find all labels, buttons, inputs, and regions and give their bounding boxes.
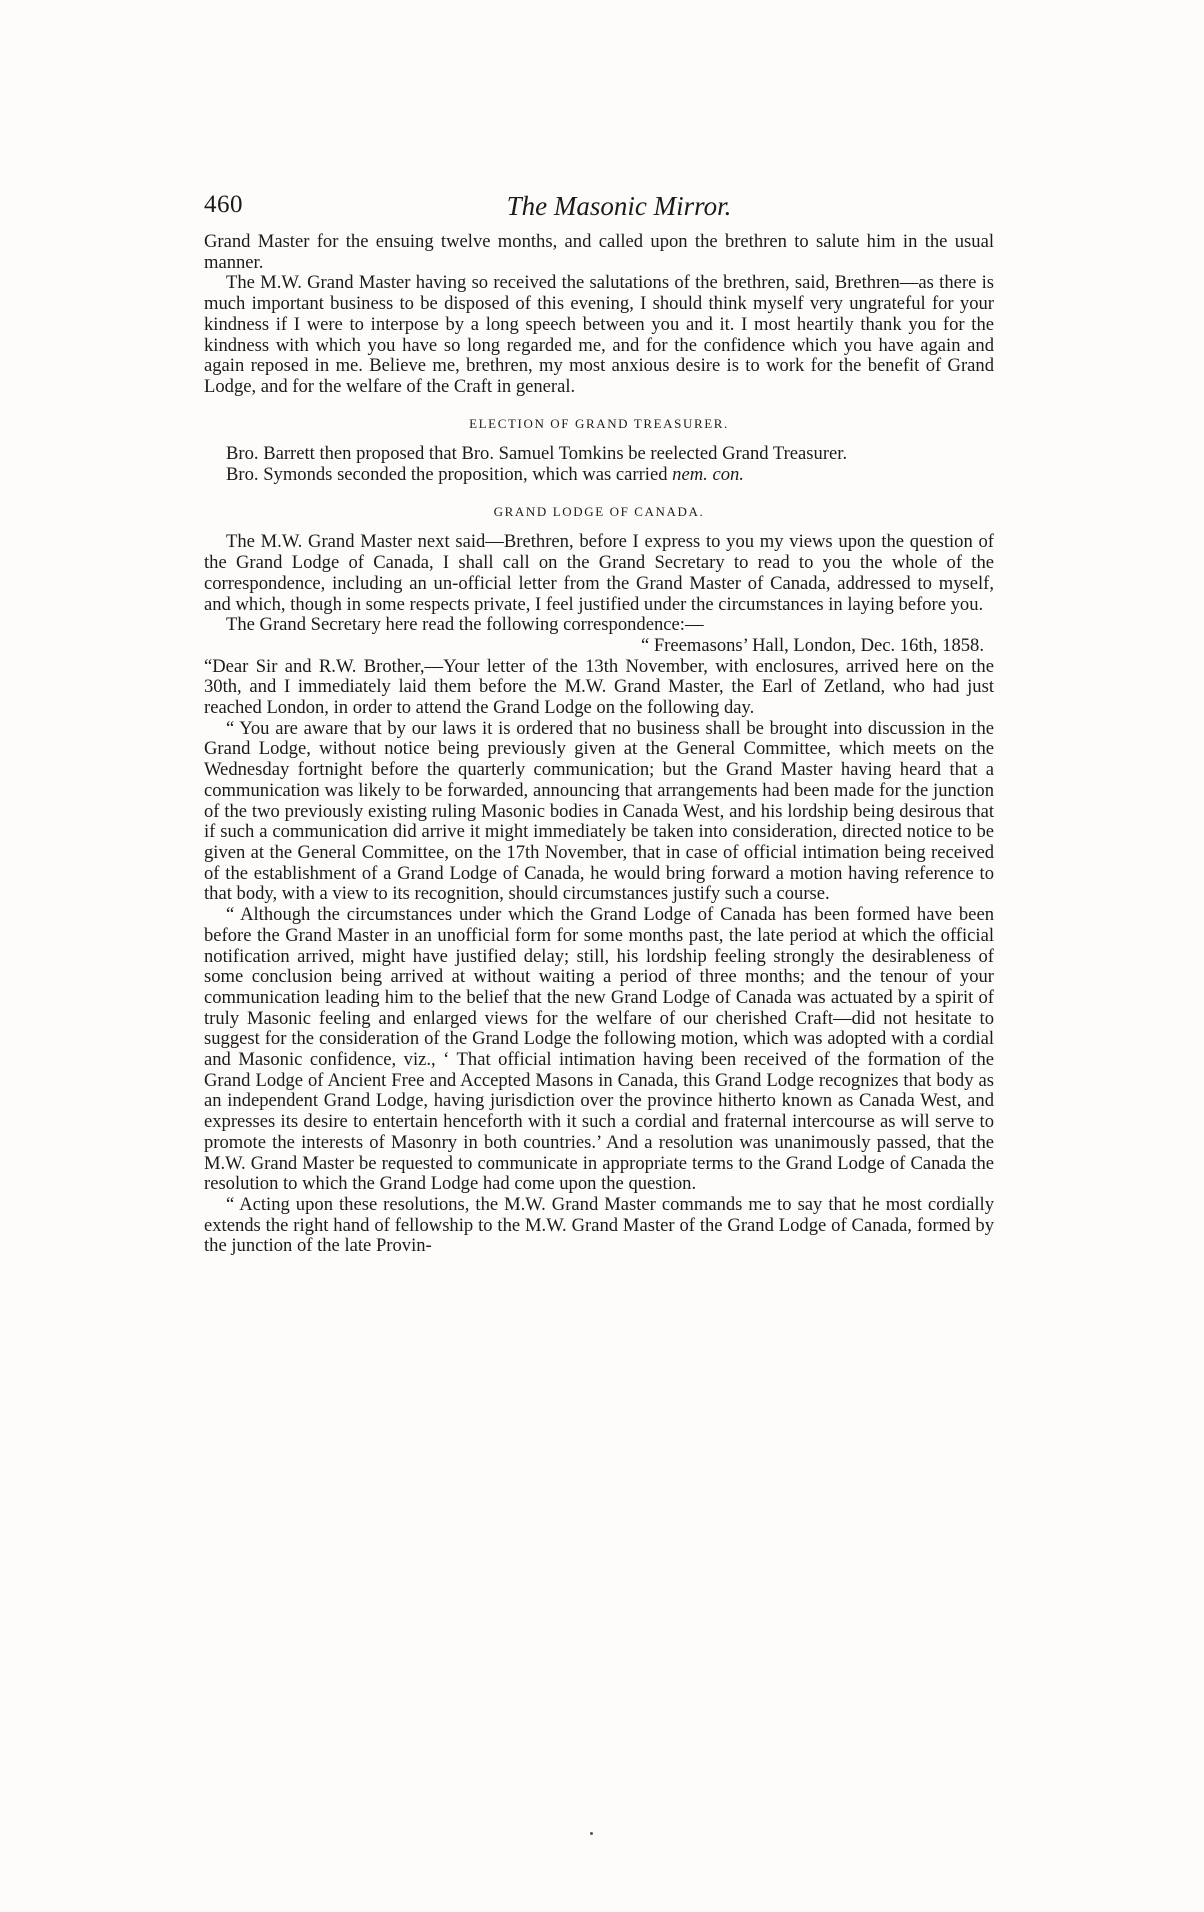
section-heading-election: ELECTION OF GRAND TREASURER.: [469, 415, 729, 431]
print-speck: [590, 1832, 593, 1835]
page-number: 460: [204, 191, 243, 218]
running-title: The Masonic Mirror.: [506, 191, 732, 221]
paragraph: The Grand Secretary here read the following correspondence:—: [226, 614, 704, 636]
paragraph: The M.W. Grand Master having so received the salutations of the brethren, said, Brethren—as there is much important business to be disposed of this evening, I should think myself very ungrateful for your kindness if I were to interpose by a long speech between you and it. I most heartily thank you for the kindness with which you have so long regarded me, and for the confidence which you have again and again reposed in me. Believe me, brethren, my most anxious desire is to work for the benefit of Grand Lodge, and for the welfare of the Craft in general.: [204, 272, 994, 397]
paragraph: The M.W. Grand Master next said—Brethren, before I express to you my views upon the question of the Grand Lodge of Canada, I shall call on the Grand Secretary to read to you the whole of the correspondence, including an un-official letter from the Grand Master of Canada, addressed to myself, and which, though in some respects private, I feel justified under the circumstances in laying before you.: [204, 531, 994, 615]
article-body: [204, 232, 994, 1257]
section-heading-canada: GRAND LODGE OF CANADA.: [493, 503, 705, 519]
latin-phrase: nem. con.: [672, 464, 744, 486]
letter-paragraph: “Dear Sir and R.W. Brother,—Your letter of the 13th November, with enclosures, arrived here on the 30th, and I immediately laid them before the M.W. Grand Master, the Earl of Zetland, who had just reached London, in order to attend the Grand Lodge on the following day.: [204, 655, 994, 719]
paragraph: Bro. Barrett then proposed that Bro. Samuel Tomkins be reelected Grand Treasurer.: [226, 443, 848, 465]
paragraph: [204, 465, 994, 486]
letter-dateline: “ Freemasons’ Hall, London, Dec. 16th, 1858.: [640, 634, 984, 656]
paragraph: Grand Master for the ensuing twelve months, and called upon the brethren to salute him in the usual manner.: [204, 231, 994, 273]
letter-paragraph: “ Although the circumstances under which the Grand Lodge of Canada has been formed have been before the Grand Master in an unofficial form for some months past, the late period at which the official notification arrived, might have justified delay; still, his lordship feeling strongly the desirableness of some conclusion being arrived at without waiting a period of three months; and the tenour of your communication leading him to the belief that the new Grand Lodge of Canada was actuated by a spirit of truly Masonic feeling and enlarged views for the welfare of our cherished Craft—did not hesitate to suggest for the consideration of the Grand Lodge the following motion, which was adopted with a cordial and Masonic confidence, viz., ‘ That official intimation having been received of the formation of the Grand Lodge of Ancient Free and Accepted Masons in Canada, this Grand Lodge recognizes that body as an independent Grand Lodge, having jurisdiction over the province hitherto known as Canada West, and expresses its desire to entertain henceforth with it such a cordial and fraternal intercourse as will serve to promote the interests of Masonry in both countries.’ And a resolution was unanimously passed, that the M.W. Grand Master be requested to communicate in appropriate terms to the Grand Lodge of Canada the resolution to which the Grand Lodge had come upon the question.: [204, 904, 994, 1195]
letter-paragraph: “ You are aware that by our laws it is ordered that no business shall be brought into discussion in the Grand Lodge, without notice being previously given at the General Committee, which meets on the Wednesday fortnight before the quarterly communication; but the Grand Master having heard that a communication was likely to be forwarded, announcing that arrangements had been made for the junction of the two previously existing ruling Masonic bodies in Canada West, and his lordship being desirous that if such a communication did arrive it might immediately be taken into consideration, directed notice to be given at the General Committee, on the 17th November, that in case of official intimation being received of the establishment of a Grand Lodge of Canada, he would bring forward a motion having reference to that body, with a view to its recognition, should circumstances justify such a course.: [204, 717, 994, 905]
letter-paragraph: “ Acting upon these resolutions, the M.W. Grand Master commands me to say that he most cordially extends the right hand of fellowship to the M.W. Grand Master of the Grand Lodge of Canada, formed by the junction of the late Provin-: [204, 1193, 994, 1257]
page-header: [204, 191, 994, 231]
paragraph-text: Bro. Symonds seconded the proposition, which was carried: [226, 464, 673, 486]
